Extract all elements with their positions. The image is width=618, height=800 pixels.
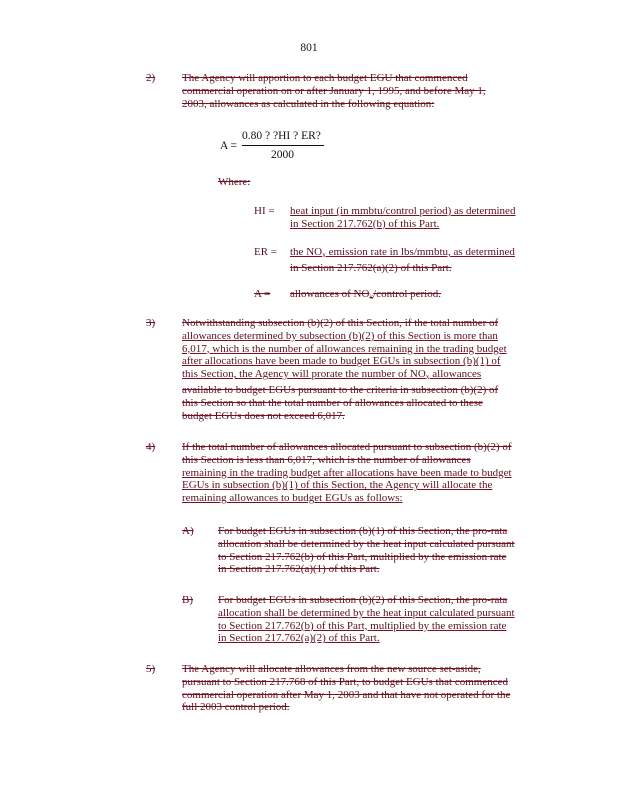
item-4b-label: B) <box>182 594 193 606</box>
item-2-text <box>182 72 486 110</box>
item-4b-text <box>218 594 515 645</box>
item-5-line-3: commercial operation after May 1, 2003 and that have not operated for the <box>182 688 511 701</box>
a-def-post: /control period. <box>373 288 441 300</box>
er-def-pre: the NO <box>290 246 323 258</box>
er-def-post: emission rate in lbs/mmbtu, as determined <box>325 246 515 258</box>
item-4-line-5: remaining allowances to budget EGUs as follows: <box>182 492 403 505</box>
item-3-line-5-post: allowances <box>429 368 482 381</box>
item-2-line-2: commercial operation on or after January 1, 1995, and before May 1, <box>182 84 486 97</box>
item-2-line-3: 2003, allowances as calculated in the following equation: <box>182 97 435 110</box>
er-definition <box>290 246 515 275</box>
a-def-line <box>290 288 441 304</box>
item-4a-line-4: in Section 217.762(a)(1) of this Part. <box>218 563 380 576</box>
item-2-line-1: The Agency will apportion to each budget EGU that commenced <box>182 72 468 84</box>
item-4a-line-1: For budget EGUs in subsection (b)(1) of this Section, the pro-rata <box>218 525 508 537</box>
item-3-line-2: allowances determined by subsection (b)(2) of this Section is more than <box>182 329 498 342</box>
er-def-sub: x <box>322 250 326 259</box>
equation-denominator: 2000 <box>271 149 294 161</box>
item-4-line-1: If the total number of allowances allocated pursuant to subsection (b)(2) of <box>182 441 512 453</box>
er-term: ER = <box>254 246 278 258</box>
item-3-line-5 <box>182 368 507 384</box>
hi-def-line-2: in Section 217.762(b) of this Part. <box>290 217 440 230</box>
item-5-line-1: The Agency will allocate allowances from the new source set-aside, <box>182 663 481 675</box>
where-label: Where: <box>218 176 251 188</box>
equation-fraction-bar <box>242 145 324 146</box>
item-3-line-6: available to budget EGUs pursuant to the criteria in subsection (b)(2) of <box>182 383 499 396</box>
a-def-pre: allowances of NO <box>290 288 370 300</box>
a-definition <box>290 288 441 304</box>
item-3-line-7: this Section so that the total number of allowances allocated to these <box>182 396 483 409</box>
page-number: 801 <box>300 42 318 54</box>
item-4a-line-2: allocation shall be determined by the heat input calculated pursuant <box>218 537 515 550</box>
item-4-line-2: this Section is less than 6,017, which is the number of allowances <box>182 453 471 466</box>
item-5-text <box>182 663 510 714</box>
item-3-label: 3) <box>146 317 156 329</box>
er-def-line-1 <box>290 246 515 262</box>
item-4-line-4: EGUs in subsection (b)(1) of this Section, the Agency will allocate the <box>182 479 493 492</box>
item-5-label: 5) <box>146 663 156 675</box>
item-4a-label: A) <box>182 525 194 537</box>
equation-lhs: A = <box>220 140 238 152</box>
item-2-label: 2) <box>146 72 156 84</box>
item-4b-line-3: to Section 217.762(b) of this Part, multiplied by the emission rate <box>218 619 507 632</box>
item-3-line-8: budget EGUs does not exceed 6,017. <box>182 409 345 422</box>
item-4b-line-1: For budget EGUs in subsection (b)(2) of this Section, the pro-rata <box>218 594 508 606</box>
item-3-line-4: after allocations have been made to budget EGUs in subsection (b)(1) of <box>182 355 501 368</box>
item-3-line-3: 6,017, which is the number of allowances remaining in the trading budget <box>182 342 507 355</box>
item-3-line-1: Notwithstanding subsection (b)(2) of this Section, if the total number of <box>182 317 499 329</box>
hi-term: HI = <box>254 205 275 217</box>
item-5-line-2: pursuant to Section 217.768 of this Part, to budget EGUs that commenced <box>182 675 508 688</box>
item-3-line-5-pre: this Section, the Agency will prorate the number of NO <box>182 368 426 381</box>
item-3-text <box>182 317 507 422</box>
item-4a-line-3: to Section 217.762(b) of this Part, multiplied by the emission rate <box>218 550 507 563</box>
item-4-line-3: remaining in the trading budget after allocations have been made to budget <box>182 466 512 479</box>
item-4-label: 4) <box>146 441 156 453</box>
item-4b-line-4: in Section 217.762(a)(2) of this Part. <box>218 632 380 645</box>
hi-definition <box>290 205 515 231</box>
equation-numerator: 0.80 ? ?HI ? ER? <box>242 130 321 142</box>
item-3-line-5-sub: x <box>425 372 430 382</box>
a-def-sub: x <box>369 292 374 301</box>
item-4b-line-2: allocation shall be determined by the heat input calculated pursuant <box>218 606 515 619</box>
item-5-line-4: full 2003 control period. <box>182 701 290 714</box>
er-def-line-2: in Section 217.762(a)(2) of this Part. <box>290 261 452 274</box>
item-4a-text <box>218 525 515 576</box>
a-term: A = <box>254 288 271 300</box>
item-4-text <box>182 441 512 505</box>
hi-def-line-1: heat input (in mmbtu/control period) as determined <box>290 205 516 217</box>
